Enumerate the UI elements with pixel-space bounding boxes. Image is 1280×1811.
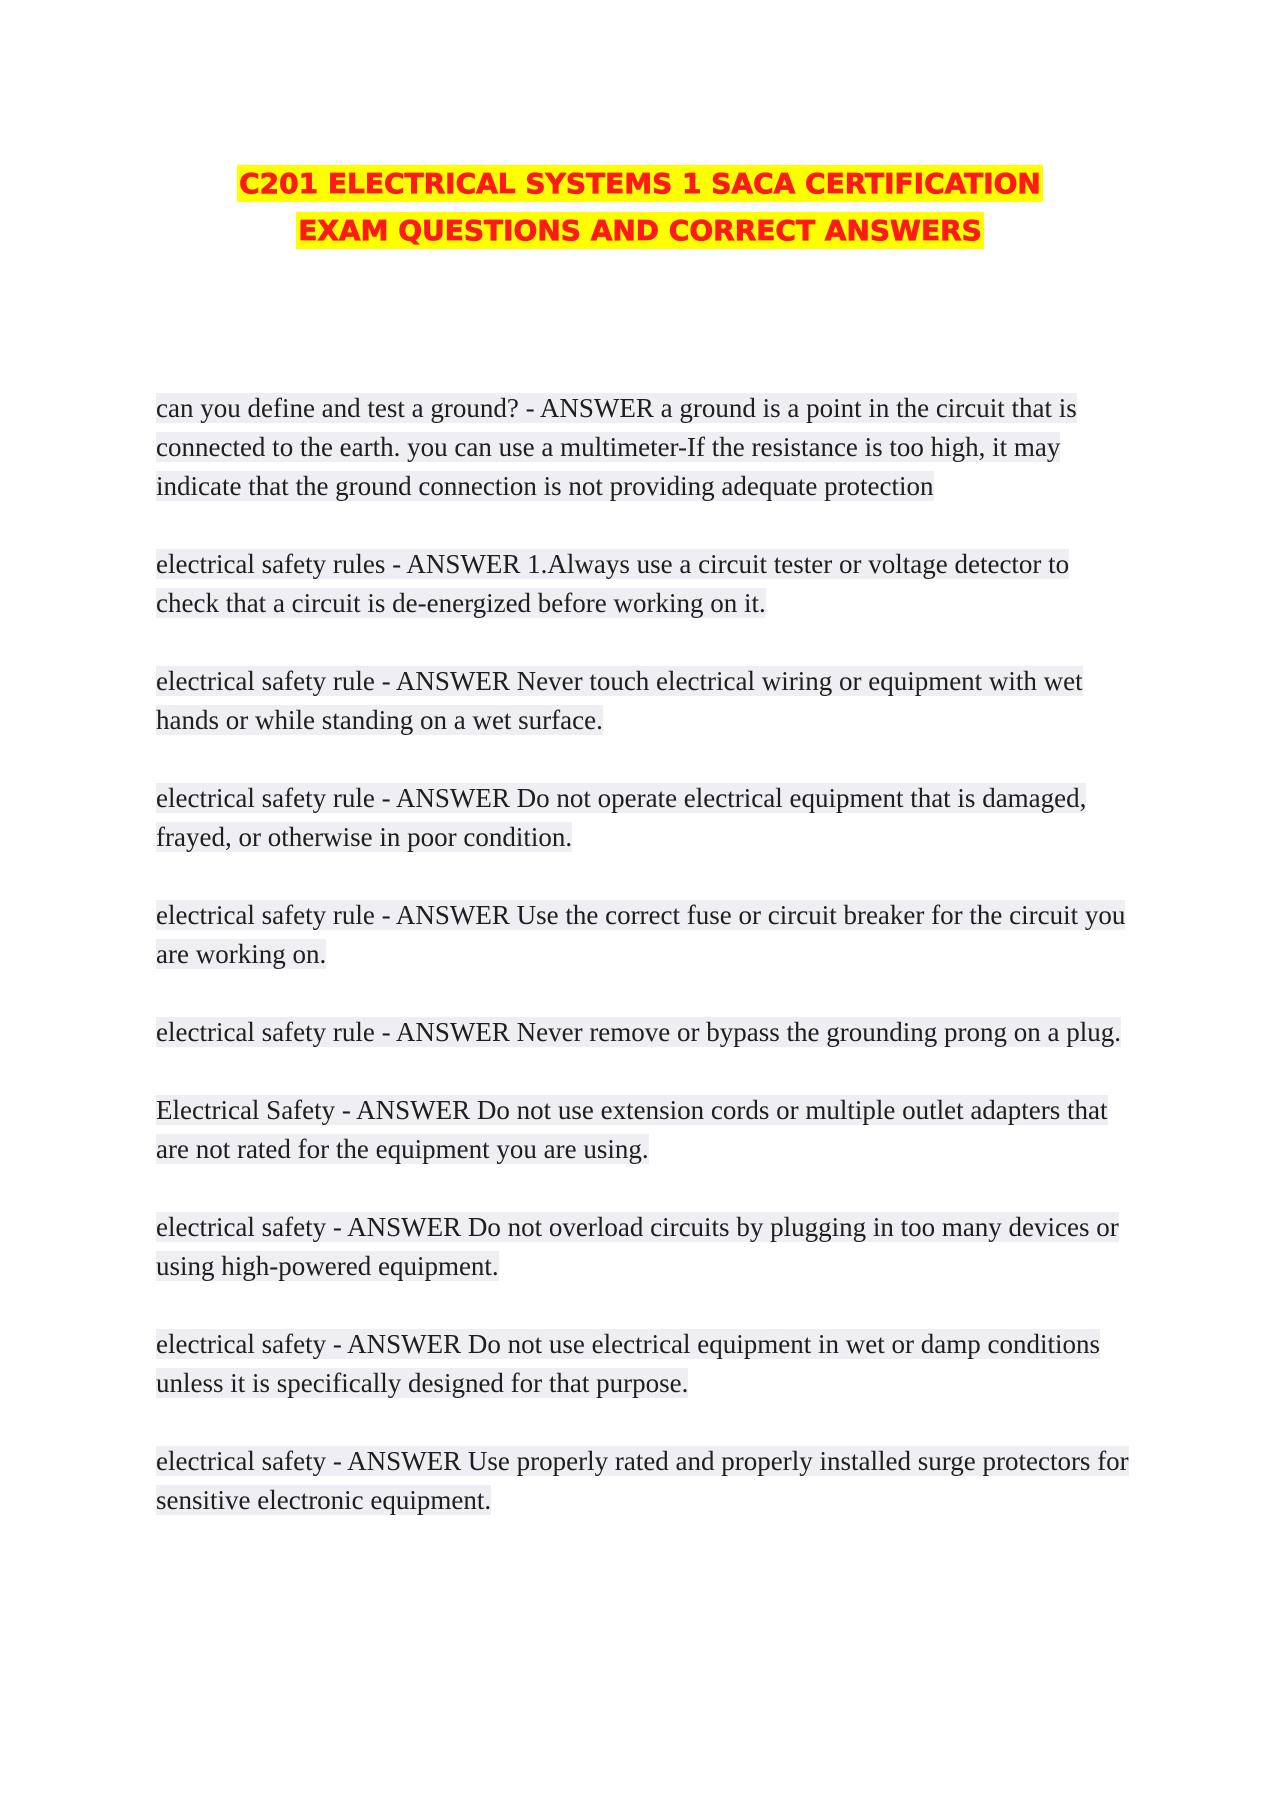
qa-text: Electrical Safety - ANSWER Do not use extension cords or multiple outlet adapters that are not rated for the equipment you are using. xyxy=(156,1095,1108,1164)
qa-text: electrical safety rule - ANSWER Use the correct fuse or circuit breaker for the circuit you are working on. xyxy=(156,900,1126,969)
qa-text: electrical safety - ANSWER Do not use electrical equipment in wet or damp conditions unless it is specifically designed for that purpose. xyxy=(156,1329,1100,1398)
qa-text: electrical safety rules - ANSWER 1.Always use a circuit tester or voltage detector to check that a circuit is de-energized before working on it. xyxy=(156,549,1070,618)
qa-item xyxy=(156,896,1136,974)
qa-text: electrical safety - ANSWER Use properly rated and properly installed surge protectors for sensitive electronic equipment. xyxy=(156,1446,1129,1515)
title-line-1-text: C201 ELECTRICAL SYSTEMS 1 SACA CERTIFICATION xyxy=(239,167,1041,200)
qa-item xyxy=(156,779,1136,857)
title-line-2-text: EXAM QUESTIONS AND CORRECT ANSWERS xyxy=(298,214,982,247)
qa-text: electrical safety rule - ANSWER Do not operate electrical equipment that is damaged, frayed, or otherwise in poor condition. xyxy=(156,783,1087,852)
qa-item xyxy=(156,1013,1136,1052)
qa-item xyxy=(156,1091,1136,1169)
qa-item xyxy=(156,662,1136,740)
qa-text: electrical safety rule - ANSWER Never touch electrical wiring or equipment with wet hands or while standing on a wet surface. xyxy=(156,666,1083,735)
qa-item xyxy=(156,1208,1136,1286)
qa-text: electrical safety - ANSWER Do not overload circuits by plugging in too many devices or using high-powered equipment. xyxy=(156,1212,1119,1281)
qa-item xyxy=(156,389,1136,506)
qa-item xyxy=(156,545,1136,623)
qa-list xyxy=(156,389,1136,1559)
qa-text: electrical safety rule - ANSWER Never remove or bypass the grounding prong on a plug. xyxy=(156,1017,1121,1047)
qa-item xyxy=(156,1325,1136,1403)
document-title xyxy=(0,160,1280,254)
title-line-2 xyxy=(0,207,1280,254)
qa-text: can you define and test a ground? - ANSWER a ground is a point in the circuit that is connected to the earth. you can use a multimeter-If the resistance is too high, it may indicate that the ground connection is not providing adequate protection xyxy=(156,393,1077,501)
title-line-1 xyxy=(0,160,1280,207)
qa-item xyxy=(156,1442,1136,1520)
